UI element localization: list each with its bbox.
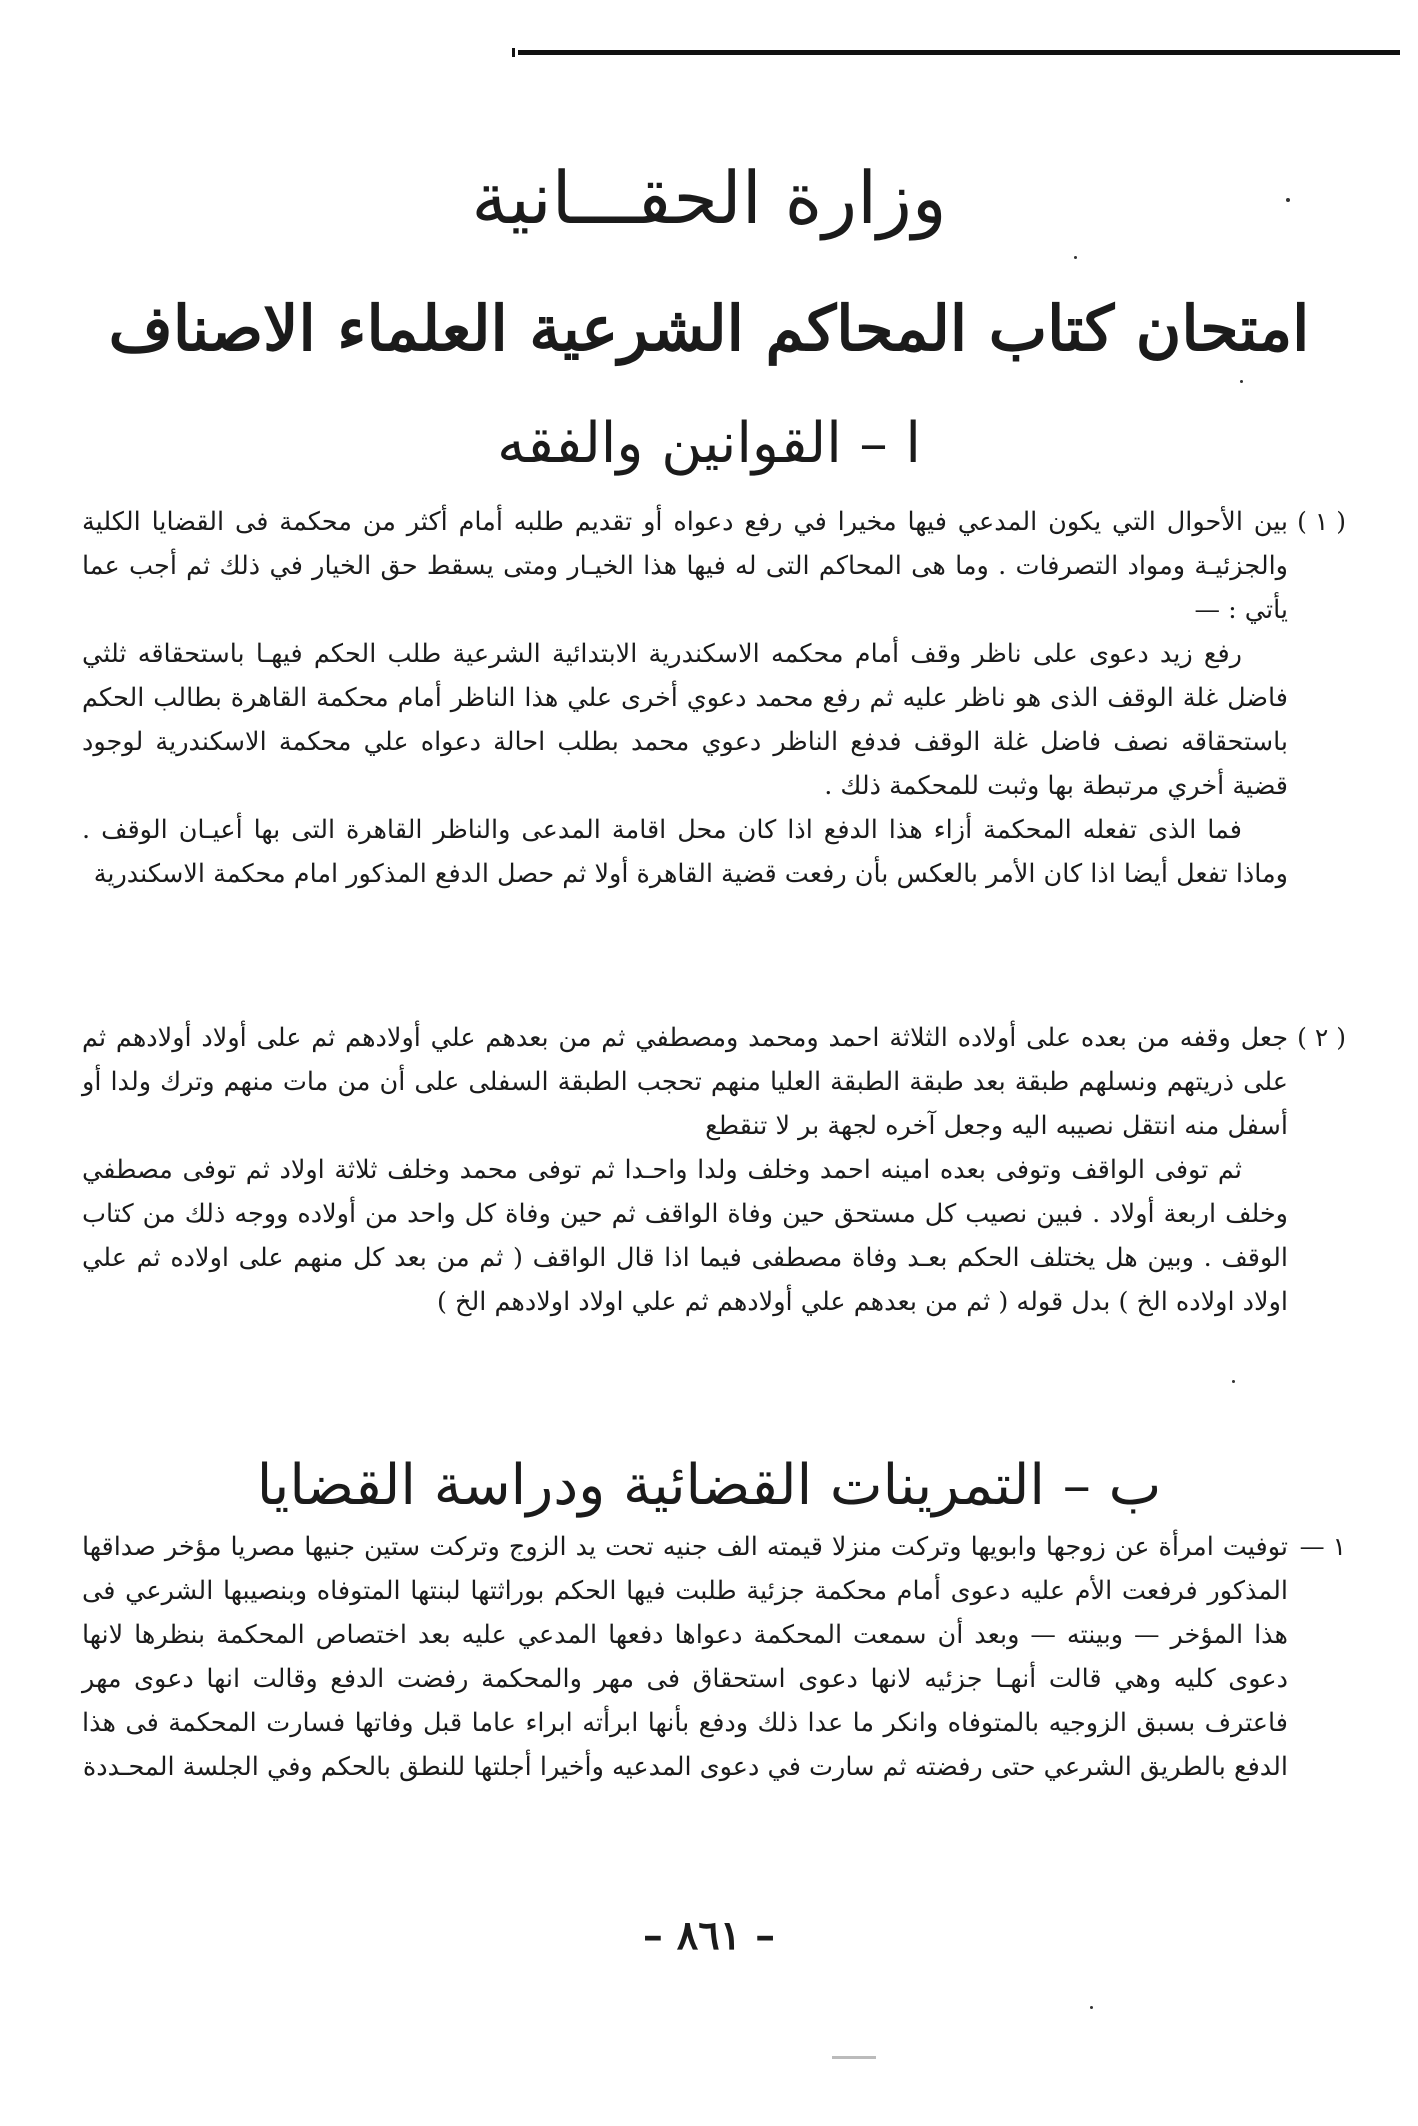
question-2-intro: جعل وقفه من بعده على أولاده الثلاثة احمد ومحمد ومصطفي ثم من بعدهم علي أولادهم ثم على أولاد أولادهم ثم على ذريتهم ونسلهم طبقة بعد طبقة الطبقة العليا منهم تحجب الطبقة السفلى على أن من مات منهم وترك ولدا أو أسفل منه انتقل نصيبه اليه وجعل آخره لجهة بر لا تنقطع — [82, 1023, 1288, 1141]
scan-smudge — [832, 2056, 876, 2059]
top-rule-tick — [512, 48, 515, 57]
exercise-1-body — [82, 1525, 1288, 1789]
question-1 — [82, 500, 1346, 896]
question-2-paragraph-1: ثم توفى الواقف وتوفى بعده امينه احمد وخلف ولدا واحـدا ثم توفى محمد وخلف ثلاثة اولاد ثم توفى مصطفي وخلف اربعة أولاد . فبين نصيب كل مستحق حين وفاة الواقف ثم حين وفاة كل واحد من أولاده ووجه ذلك من كتاب الوقف . وبين هل يختلف الحكم بعـد وفاة مصطفى فيما اذا قال الواقف ( ثم من بعد كل منهم على اولاده ثم علي اولاد اولاده الخ ) بدل قوله ( ثم من بعدهم علي أولادهم ثم علي اولاد اولادهم الخ ) — [82, 1155, 1288, 1317]
question-1-paragraph-2: فما الذى تفعله المحكمة أزاء هذا الدفع اذا كان محل اقامة المدعى والناظر القاهرة التى بها أعيـان الوقف . وماذا تفعل أيضا اذا كان الأمر بالعكس بأن رفعت قضية القاهرة أولا ثم حصل الدفع المذكور امام محكمة الاسكندرية — [82, 815, 1288, 889]
page-number: – ٨٦١ – — [642, 1912, 776, 1959]
question-1-number: ( ١ ) — [1297, 507, 1346, 536]
ministry-title: وزارة الحقـــانية — [471, 156, 947, 240]
question-2-body — [82, 1016, 1288, 1324]
exercise-1-number: ١ — — [1299, 1532, 1346, 1561]
section-a-heading: ا – القوانين والفقه — [497, 411, 921, 476]
section-b-heading: ب – التمرينات القضائية ودراسة القضايا — [256, 1453, 1162, 1518]
exercise-1 — [82, 1525, 1346, 1789]
exercise-1-text: توفيت امرأة عن زوجها وابويها وتركت منزلا قيمته الف جنيه تحت يد الزوج وتركت ستين جنيها مصريا مؤخر صداقها المذكور فرفعت الأم عليه دعوى أمام محكمة جزئية طلبت فيها الحكم بوراثتها لبنتها المتوفاه وبنصيبها الشرعي فى هذا المؤخر — وبينته — وبعد أن سمعت المحكمة دعواها دفعها المدعي عليه بعد اختصاص المحكمة بنظرها لانها دعوى كليه وهي قالت أنهـا جزئيه لانها دعوى استحقاق فى مهر والمحكمة رفضت الدفع وقالت انها دعوى مهر فاعترف بسبق الزوجيه بالمتوفاه وانكر ما عدا ذلك ودفع بأنها ابرأته ابراء عاما قبل وفاتها فسارت المحكمة فى هذا الدفع بالطريق الشرعي حتى رفضته ثم سارت في دعوى المدعيه وأخيرا أجلتها للنطق بالحكم وفي الجلسة المحـددة — [82, 1532, 1288, 1782]
question-2 — [82, 1016, 1346, 1324]
question-1-paragraph-1: رفع زيد دعوى على ناظر وقف أمام محكمه الاسكندرية الابتدائية الشرعية طلب الحكم فيهـا باستحقاقه ثلثي فاضل غلة الوقف الذى هو ناظر عليه ثم رفع محمد دعوي أخرى علي هذا الناظر أمام محكمة القاهرة بطالب الحكم باستحقاقه نصف فاضل غلة الوقف فدفع الناظر دعوي محمد بطلب احالة دعواه علي محكمة الاسكندرية لوجود قضية أخري مرتبطة بها وثبت للمحكمة ذلك . — [82, 639, 1288, 801]
question-1-body — [82, 500, 1288, 896]
scan-speck — [1240, 380, 1243, 383]
scan-speck — [1074, 256, 1077, 259]
question-1-intro: بين الأحوال التي يكون المدعي فيها مخيرا في رفع دعواه أو تقديم طلبه أمام أكثر من محكمة فى القضايا الكلية والجزئيـة ومواد التصرفات . وما هى المحاكم التى له فيها هذا الخيـار ومتى يسقط حق الخيار في ذلك ثم أجب عما يأتي : — — [82, 507, 1288, 625]
top-rule — [518, 50, 1400, 55]
exam-title: امتحان كتاب المحاكم الشرعية العلماء الاصناف — [108, 292, 1310, 365]
question-2-number: ( ٢ ) — [1297, 1023, 1346, 1052]
scan-speck — [1232, 1380, 1235, 1383]
scan-speck — [1286, 198, 1290, 202]
scan-speck — [1090, 2006, 1093, 2009]
